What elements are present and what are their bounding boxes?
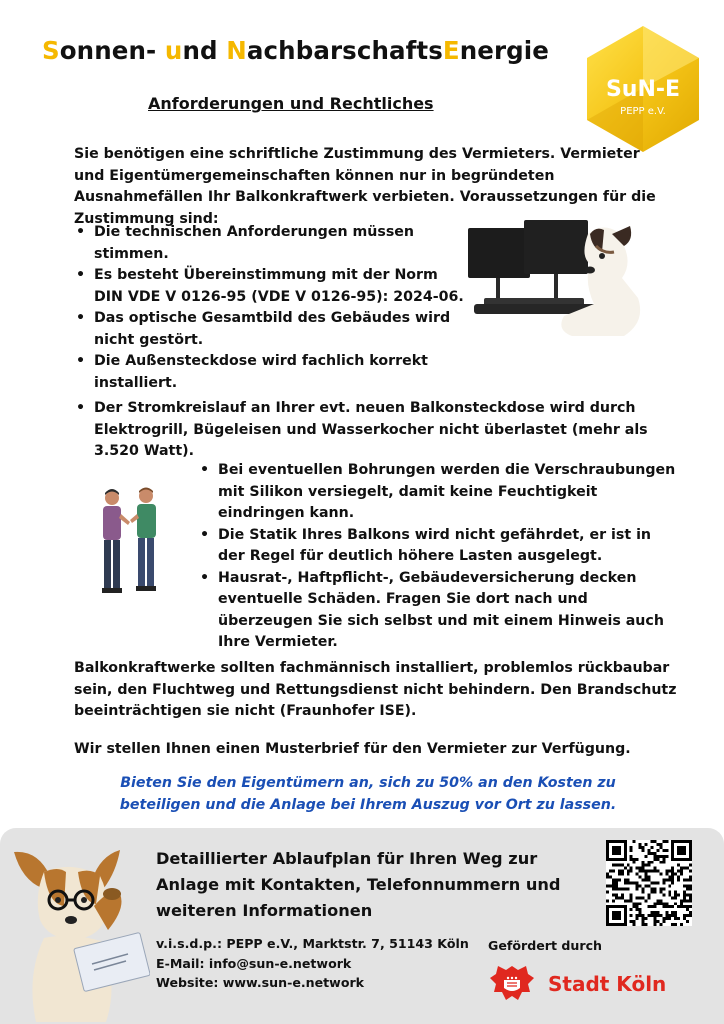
qr-code[interactable] — [606, 840, 692, 926]
funded-by-label: Gefördert durch — [488, 938, 603, 953]
sune-logo — [584, 24, 702, 154]
template-letter-paragraph: Wir stellen Ihnen einen Musterbrief für den Vermieter zur Verfügung. — [74, 741, 631, 757]
list-item: • Es besteht Übereinstimmung mit der Norm DIN VDE V 0126-95 (VDE V 0126-95): 2024-06. — [76, 265, 466, 308]
page-title — [42, 36, 549, 65]
imprint — [156, 934, 469, 993]
cologne-crest-icon — [490, 962, 534, 1004]
dog-at-computer-image — [462, 212, 650, 342]
requirements-list-2 — [76, 398, 696, 463]
offer-text: Bieten Sie den Eigentümern an, sich zu 50% an den Kosten zu beteiligen und die Anlage bei Ihrem Auszug vor Ort zu lassen. — [119, 775, 617, 813]
imprint-website[interactable]: Website: www.sun-e.network — [156, 975, 365, 990]
list-item: • Hausrat-, Haftpflicht-, Gebäudeversicherung decken eventuelle Schäden. Fragen Sie dort nach und überzeugen Sie sich selbst und mit einem Hinweis auch Ihre Vermieter. — [200, 568, 680, 654]
title-initial: S — [42, 36, 60, 65]
logo-sub: PEPP e.V. — [620, 106, 666, 117]
title-segment: nd — [182, 36, 227, 65]
imprint-email[interactable]: E-Mail: info@sun-e.network — [156, 955, 352, 971]
city-name: Stadt Köln — [548, 972, 667, 996]
imprint-address: v.i.s.d.p.: PEPP e.V., Marktstr. 7, 51143 Köln — [156, 936, 469, 951]
title-segment: onnen- — [59, 36, 165, 65]
logo-name: SuN-E — [605, 77, 681, 102]
title-initial: E — [442, 36, 460, 65]
two-people-talking-image — [90, 486, 170, 598]
installation-paragraph: Balkonkraftwerke sollten fachmännisch installiert, problemlos rückbaubar sein, den Fluchtweg und Rettungsdienst nicht behindern. Den Brandschutz beeinträchtigen sie nicht (Fraunhofer ISE). — [74, 660, 677, 719]
list-item: • Die Statik Ihres Balkons wird nicht gefährdet, er ist in der Regel für deutlich höhere Lasten ausgelegt. — [200, 525, 680, 568]
list-item: • Die technischen Anforderungen müssen stimmen. — [76, 222, 466, 265]
list-item: • Die Außensteckdose wird fachlich korrekt installiert. — [76, 351, 466, 394]
page-subtitle: Anforderungen und Rechtliches — [148, 94, 434, 113]
requirements-list-3 — [200, 460, 680, 654]
intro-text: Sie benötigen eine schriftliche Zustimmung des Vermieters. Vermieter und Eigentümergemeinschaften können nur in begründeten Ausnahmefällen Ihr Balkonkraftwerk verbieten. Voraussetzungen für die Zustimmung sind: — [74, 146, 656, 227]
list-item: • Das optische Gesamtbild des Gebäudes wird nicht gestört. — [76, 308, 466, 351]
list-item: • Bei eventuellen Bohrungen werden die Verschraubungen mit Silikon versiegelt, damit keine Feuchtigkeit eindringen kann. — [200, 460, 680, 525]
title-segment: nergie — [459, 36, 550, 65]
dog-with-letter-image — [8, 846, 150, 1022]
requirements-list-1 — [76, 222, 466, 394]
title-segment: achbarschafts — [246, 36, 443, 65]
title-initial: N — [226, 36, 247, 65]
footer — [0, 828, 724, 1024]
title-initial: u — [164, 36, 183, 65]
list-item: • Der Stromkreislauf an Ihrer evt. neuen Balkonsteckdose wird durch Elektrogrill, Bügeleisen und Wasserkocher nicht überlastet (mehr als 3.520 Watt). — [76, 398, 696, 463]
footer-heading: Detaillierter Ablaufplan für Ihren Weg zur Anlage mit Kontakten, Telefonnummern und weiteren Informationen — [156, 849, 561, 920]
